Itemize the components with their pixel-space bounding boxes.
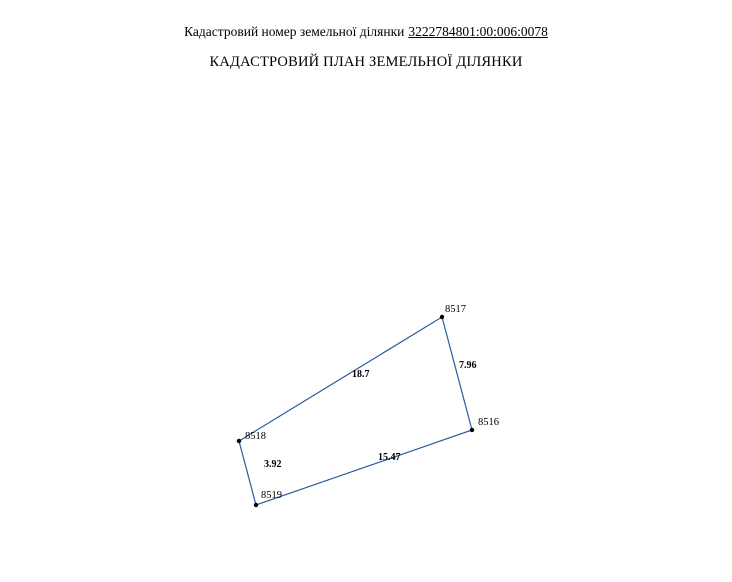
land-parcel-drawing	[60, 113, 650, 582]
side-length-8516-8519: 15.47	[378, 452, 401, 463]
cadastral-number-value: 3222784801:00:006:0078	[408, 24, 548, 39]
vertex-point-8519	[254, 503, 258, 507]
vertex-point-8518	[237, 439, 241, 443]
cadastral-number-label: Кадастровий номер земельної ділянки	[184, 24, 405, 39]
vertex-point-8516	[470, 428, 474, 432]
vertex-label-8517: 8517	[445, 304, 466, 315]
vertex-label-8518: 8518	[245, 431, 266, 442]
page-title: КАДАСТРОВИЙ ПЛАН ЗЕМЕЛЬНОЇ ДІЛЯНКИ	[209, 54, 523, 70]
side-length-8518-8517: 18.7	[352, 369, 370, 380]
side-length-8519-8518: 3.92	[264, 459, 282, 470]
side-length-8517-8516: 7.96	[459, 360, 477, 371]
vertex-label-8516: 8516	[478, 417, 499, 428]
parcel-outline	[239, 317, 472, 505]
parcel-svg	[60, 113, 650, 582]
cadastral-number-line	[0, 24, 732, 40]
vertex-point-8517	[440, 315, 444, 319]
document-header	[0, 0, 732, 71]
vertex-label-8519: 8519	[261, 490, 282, 501]
